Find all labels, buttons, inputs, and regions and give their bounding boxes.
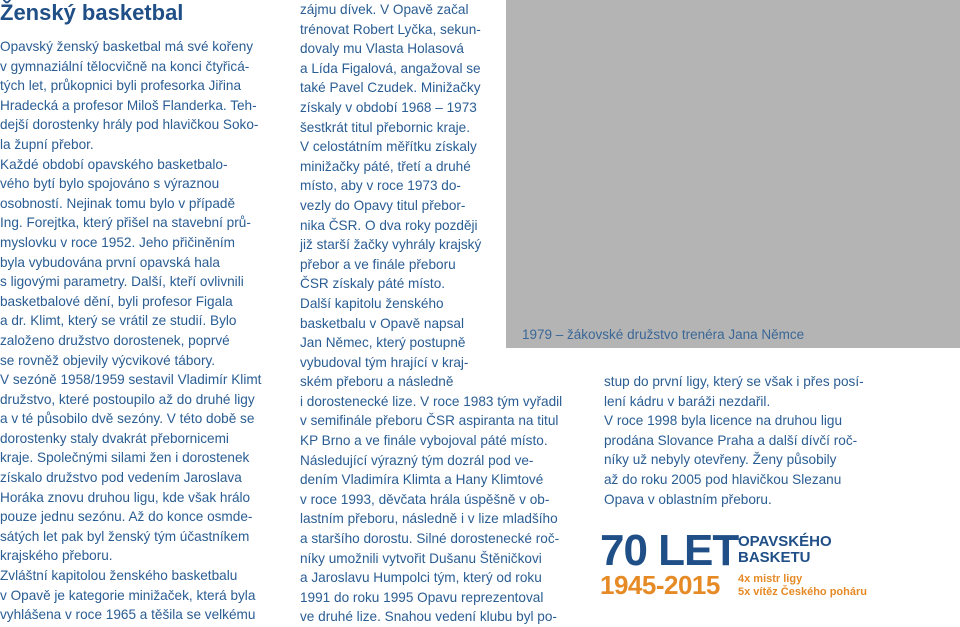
text-line: Ing. Forejtka, který přišel na stavební prů- xyxy=(0,215,251,231)
text-line: krajského přeboru. xyxy=(0,548,113,564)
text-line: a Lída Figalová, angažoval se xyxy=(300,60,481,76)
anniversary-logo xyxy=(600,526,870,600)
text-column-3 xyxy=(604,372,862,509)
text-line: družstvo, které postoupilo až do druhé ligy xyxy=(0,391,255,407)
text-line: dením Vladimíra Klimta a Hany Klimtové xyxy=(300,472,544,488)
text-line: sátých let pak byl ženský tým účastníkem xyxy=(0,528,250,544)
text-line: v Opavě je kategorie minižaček, která byla xyxy=(0,587,256,603)
text-line: prodána Slovance Praha a další dívčí roč- xyxy=(604,432,858,448)
text-line: s ligovými parametry. Další, kteří ovlivnili xyxy=(0,274,244,290)
text-line: Opava v oblastním přeboru. xyxy=(604,491,772,507)
text-line: vezly do Opavy titul přebor- xyxy=(300,197,466,213)
text-line: Každé období opavského basketbalo- xyxy=(0,156,228,172)
text-line: dorostenky staly dvakrát přebornicemi xyxy=(0,430,229,446)
text-line: la župní přebor. xyxy=(0,136,94,152)
logo-name-line2: BASKETU xyxy=(738,549,811,566)
logo-tagline-1: 4x mistr ligy xyxy=(738,573,803,585)
logo-name xyxy=(738,534,832,566)
text-line: Zvláštní kapitolou ženského basketbalu xyxy=(0,568,238,584)
text-line: níky už nebyly otevřeny. Ženy působily xyxy=(604,452,837,468)
text-line: stup do první ligy, který se však i přes posí- xyxy=(604,374,864,389)
text-line: osobností. Nejinak tomu bylo v případě xyxy=(0,195,236,211)
text-line: v gymnaziální tělocvičně na konci čtyřicá- xyxy=(0,58,250,74)
text-line: vyhlášena v roce 1965 a těšila se velkému xyxy=(0,607,256,623)
text-line: KP Brno a ve finále vybojoval páté místo. xyxy=(300,433,548,449)
text-line: V celostátním měřítku získaly xyxy=(300,139,477,155)
text-line: místo, aby v roce 1973 do- xyxy=(300,178,461,194)
text-line: ském přeboru a následně xyxy=(300,374,454,390)
text-line: založeno družstvo dorostenek, poprvé xyxy=(0,332,230,348)
text-line: také Pavel Czudek. Minižačky xyxy=(300,80,481,96)
text-line: zájmu dívek. V Opavě začal xyxy=(300,2,469,17)
text-line: lastním přeboru, následně i v lize mladšího xyxy=(300,511,558,527)
logo-tagline-2: 5x vítěz Českého poháru xyxy=(738,586,867,598)
text-line: minižačky páté, třetí a druhé xyxy=(300,158,471,174)
logo-years: 1945-2015 xyxy=(600,570,720,600)
text-line: získalo družstvo pod vedením Jaroslava xyxy=(0,470,242,486)
text-line: přebor a ve finále přeboru xyxy=(300,256,456,272)
text-column-1 xyxy=(0,37,262,625)
text-line: níky umožnili vytvořit Dušanu Štěničkovi xyxy=(300,550,542,566)
text-line: v semifinále přeboru ČSR aspiranta na titul xyxy=(300,413,559,429)
text-line: pouze jednu sezónu. Až do konce osmde- xyxy=(0,509,253,525)
text-line: tých let, průkopnici byli profesorka Jiřina xyxy=(0,78,242,94)
text-line: kraje. Společnými silami žen i dorostenek xyxy=(0,450,250,466)
text-line: Opavský ženský basketbal má své kořeny xyxy=(0,39,254,54)
text-line: a Jaroslavu Humpolci tým, který od roku xyxy=(300,570,542,586)
logo-70-let: 70 LET xyxy=(600,526,739,575)
text-line: ve druhé lize. Snahou vedení klubu byl po- xyxy=(300,609,557,625)
text-line: myslovku v roce 1952. Jeho přičiněním xyxy=(0,234,235,250)
text-line: vybudoval tým hrající v kraj- xyxy=(300,354,469,370)
text-line: Jan Němec, který postupně xyxy=(300,335,466,351)
logo-name-line1: OPAVSKÉHO xyxy=(738,533,832,550)
text-line: trénovat Robert Lyčka, sekun- xyxy=(300,21,481,37)
text-line: basketbalové dění, byli profesor Figala xyxy=(0,293,233,309)
text-line: V sezóně 1958/1959 sestavil Vladimír Klimt xyxy=(0,372,262,388)
text-line: V roce 1998 byla licence na druhou ligu xyxy=(604,413,843,429)
text-line: šestkrát titul přebornic kraje. xyxy=(300,119,470,135)
text-line: byla vybudována první opavská hala xyxy=(0,254,220,270)
text-line: nika ČSR. O dva roky později xyxy=(300,217,478,233)
text-line: v roce 1993, děvčata hrála úspěšně v ob- xyxy=(300,491,550,507)
text-line: 1991 do roku 1995 Opavu reprezentoval xyxy=(300,589,544,605)
text-line: i dorostenecké lize. V roce 1983 tým vyřadil xyxy=(300,393,563,409)
text-line: a v té působilo dvě sezóny. V této době se xyxy=(0,411,255,427)
text-line: lení kádru v baráži nezdařil. xyxy=(604,393,771,409)
text-line: Horáka znovu druhou ligu, kde však hrálo xyxy=(0,489,251,505)
text-line: dovaly mu Vlasta Holasová xyxy=(300,41,464,57)
page-title: Ženský basketbal xyxy=(0,0,184,25)
text-line: a dr. Klimt, který se vrátil ze studií. Bylo xyxy=(0,313,237,329)
text-line: basketbalu v Opavě napsal xyxy=(300,315,464,331)
text-line: a staršího dorostu. Silné dorostenecké roč- xyxy=(300,531,560,547)
text-line: Následující výrazný tým dozrál pod ve- xyxy=(300,452,534,468)
text-line: již starší žačky vyhrály krajský xyxy=(300,237,482,253)
photo-caption: 1979 – žákovské družstvo trenéra Jana Němce xyxy=(522,327,805,342)
text-line: vého bytí bylo spojováno s výraznou xyxy=(0,176,220,192)
text-line: dejší dorostenky hrály pod hlavičkou Soko- xyxy=(0,117,259,133)
team-photo xyxy=(506,0,960,348)
text-line: Další kapitolu ženského xyxy=(300,295,444,311)
text-line: až do roku 2005 pod hlavičkou Slezanu xyxy=(604,471,842,487)
text-line: Hradecká a profesor Miloš Flanderka. Teh- xyxy=(0,97,257,113)
text-line: se rovněž objevily výcvikové tábory. xyxy=(0,352,216,368)
text-line: získaly v období 1968 – 1973 xyxy=(300,99,477,115)
text-line: ČSR získaly páté místo. xyxy=(300,276,446,292)
